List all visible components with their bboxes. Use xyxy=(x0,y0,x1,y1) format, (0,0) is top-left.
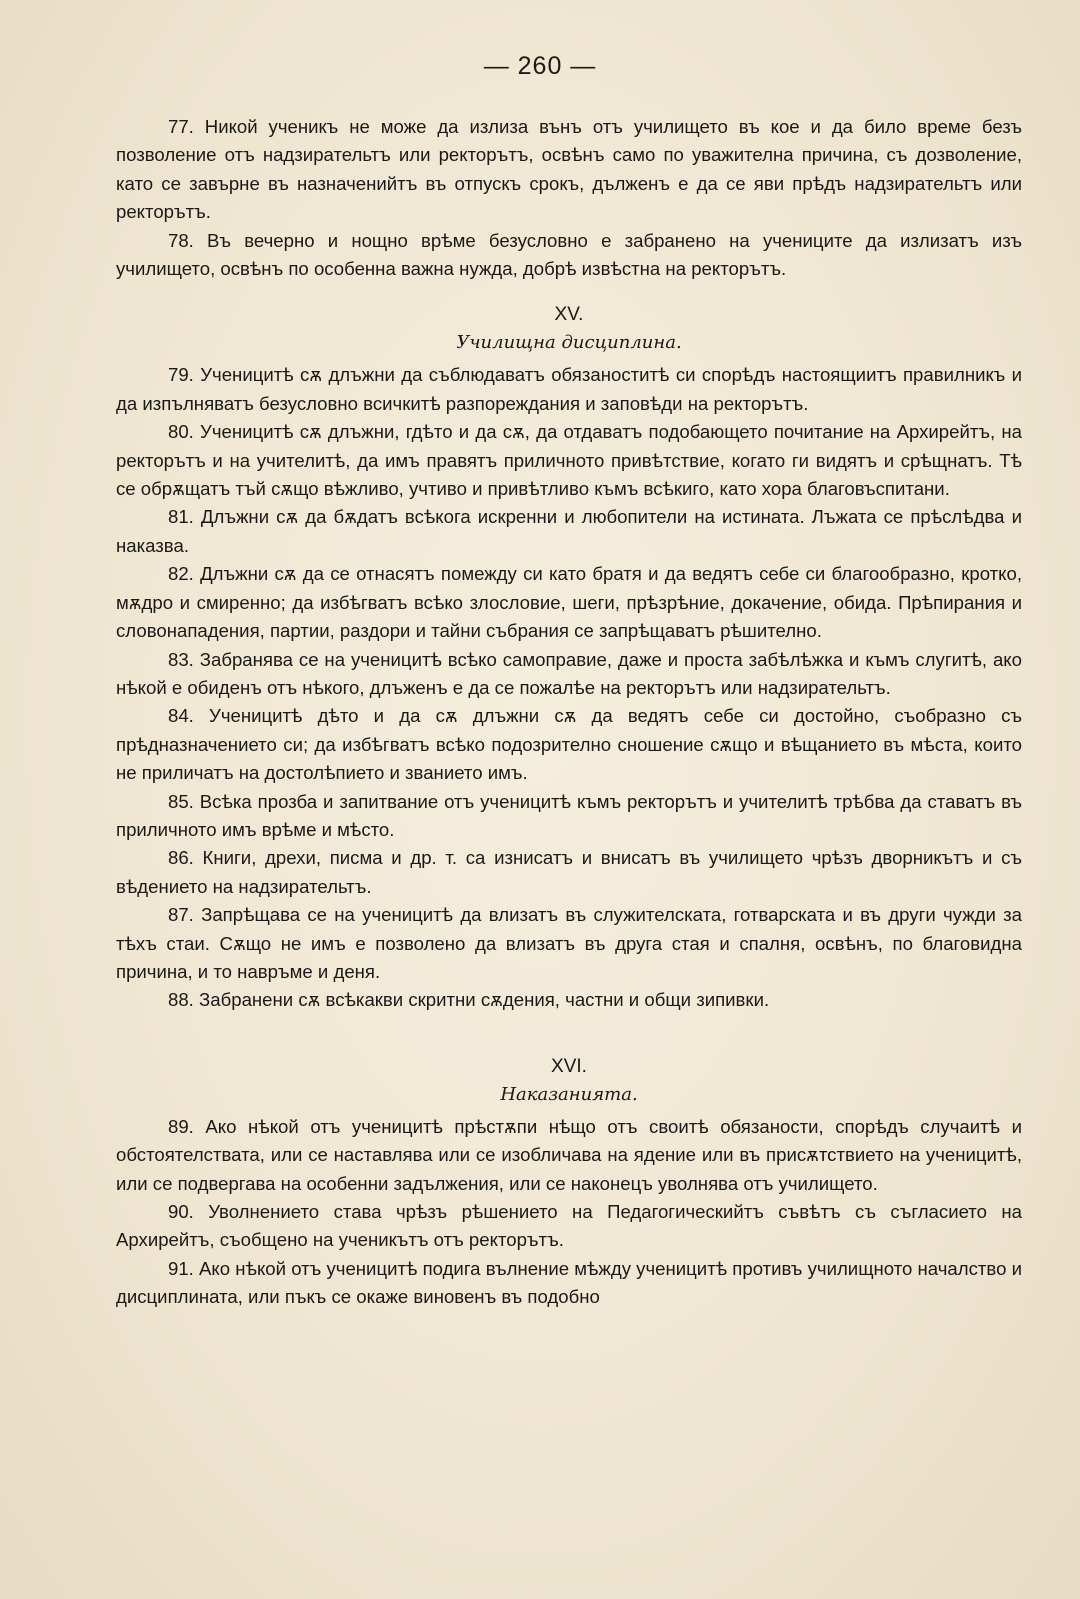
paragraph-78: 78. Въ вечерно и нощно врѣме безусловно е забранено на учениците да излизатъ изъ училището, освѣнъ по особенна важна нужда, добрѣ извѣстна на ректорътъ. xyxy=(116,229,1022,280)
paragraph-80: 80. Ученицитѣ сѫ длъжни, гдѣто и да сѫ, да отдаватъ подобающето почитание на Архирейтъ, на ректорътъ и на учителитѣ, да имъ правятъ приличното привѣтствие, когато ги видятъ и срѣщнатъ. Тѣ се обрѫщатъ тъй сѫщо вѣжливо, учтиво и привѣтливо къмъ всѣкиго, като хора благовъспитани. xyxy=(116,421,1022,500)
section-title-punishments: Наказанията. xyxy=(500,1083,638,1105)
paragraph-90: 90. Уволнението става чрѣзъ рѣшението на Педагогическийтъ съвѣтъ съ съгласието на Архирейтъ, съобщено на ученикътъ отъ ректорътъ. xyxy=(116,1201,1022,1251)
paragraph-81: 81. Длъжни сѫ да бѫдатъ всѣкога искренни и любопители на истината. Лъжата се прѣслѣдва и наказва. xyxy=(116,506,1022,556)
section-numeral-xv: XV. xyxy=(554,304,584,326)
paragraph-83: 83. Забранява се на ученицитѣ всѣко самоправие, даже и проста забѣлѣжка и къмъ слугитѣ, ако нѣкой е обиденъ отъ нѣкого, длъженъ е да се пожалѣе на ректорътъ или надзирательтъ. xyxy=(116,648,1022,698)
spacer xyxy=(116,1015,1022,1053)
paragraph-87: 87. Запрѣщава се на ученицитѣ да влизатъ въ служителската, готварската и въ други чужди за тѣхъ стаи. Сѫщо не имъ е позволено да влизатъ въ друга стая и спалня, освѣнъ, по благовидна причина, и то навръме и деня. xyxy=(116,904,1022,982)
page-body xyxy=(116,113,1022,1312)
paragraph-82: 82. Длъжни сѫ да се отнасятъ помежду си като братя и да ведятъ себе си благообразно, кротко, мѫдро и смиренно; да избѣгватъ всѣко злословие, шеги, прѣзрѣние, докачение, обида. Прѣпирания и словонападения, партии, раздори и тайни събрания се запрѣщаватъ рѣшително. xyxy=(116,563,1022,642)
paragraph-84: 84. Ученицитѣ дѣто и да сѫ длъжни сѫ да ведятъ себе си достойно, съобразно съ прѣдназначението си; да избѣгватъ всѣко подозрително сношение сѫщо и вѣщанието въ мѣста, които не приличатъ на достолѣпието и званието имъ. xyxy=(116,705,1022,784)
paragraph-79: 79. Ученицитѣ сѫ длъжни да съблюдаватъ обязаноститѣ си спорѣдъ настоящиитъ правилникъ и да изпълняватъ безусловно всичкитѣ разпореждания и заповѣди на ректорътъ. xyxy=(116,364,1022,414)
paragraph-85: 85. Всѣка прозба и запитвание отъ ученицитѣ къмъ ректорътъ и учителитѣ трѣбва да ставатъ въ приличното имъ врѣме и мѣсто. xyxy=(116,790,1022,840)
paragraph-88: 88. Забранени сѫ всѣкакви скритни сѫдения, частни и общи зипивки. xyxy=(168,989,770,1011)
paragraph-86: 86. Книги, дрехи, писма и др. т. са изнисатъ и внисатъ въ училището чрѣзъ дворникътъ и съ вѣдението на надзирательтъ. xyxy=(116,847,1022,897)
paragraph-89: 89. Ако нѣкой отъ ученицитѣ прѣстѫпи нѣщо отъ своитѣ обязаности, спорѣдъ случаитѣ и обстоятелствата, или се наставлява или се изобличава на ядение или въ присѫтствието на ученицитѣ, или се подвергава на особенни задължения, или се наконецъ уволнява отъ училището. xyxy=(116,1115,1022,1194)
paragraph-77: 77. Никой ученикъ не може да излиза вънъ отъ училището въ кое и да било време безъ позволение отъ надзирательтъ или ректорътъ, освѣнъ само по уважителна причина, съ дозволение, като се завърне въ назначенийтъ въ отпускъ срокъ, дълженъ е да се яви прѣдъ надзирательтъ или ректорътъ. xyxy=(116,116,1022,223)
section-title-discipline: Училищна дисциплина. xyxy=(456,332,682,354)
page-number: — 260 — xyxy=(483,52,597,80)
section-numeral-xvi: XVI. xyxy=(551,1055,587,1077)
spacer xyxy=(116,283,1022,301)
paragraph-91: 91. Ако нѣкой отъ ученицитѣ подига вълнение мѣжду ученицитѣ противъ училищното началство и дисциплината, или пъкъ се окаже виновенъ въ подобно xyxy=(116,1257,1022,1308)
